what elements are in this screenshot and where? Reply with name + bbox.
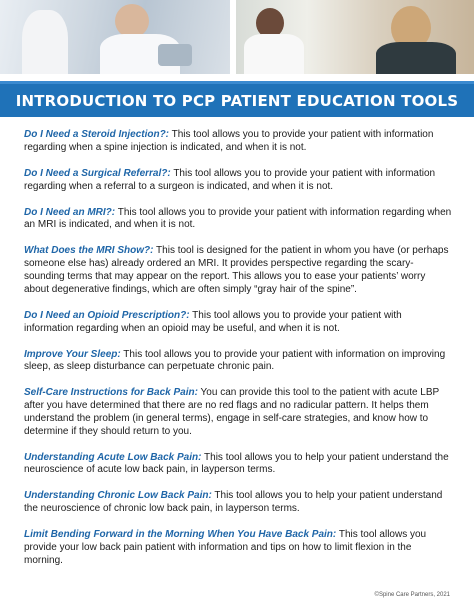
photo-figure	[22, 10, 68, 74]
header-photos	[0, 0, 474, 74]
tool-item	[24, 168, 452, 194]
page-title: INTRODUCTION TO PCP PATIENT EDUCATION TOOLS	[15, 91, 459, 110]
tool-description: This tool allows you to provide your patient with information regarding when an MRI is indicated, and when it is not.	[24, 206, 452, 231]
tool-name: Improve Your Sleep:	[24, 348, 121, 360]
photo-figure	[244, 34, 304, 74]
tool-item	[24, 245, 452, 296]
tool-description: This tool allows you to provide your patient with information regarding when a spine injection is indicated, and when it is not.	[24, 129, 434, 153]
tool-item	[24, 207, 452, 233]
doctor-tablet-photo	[0, 0, 230, 74]
tool-item	[24, 310, 452, 336]
tool-description: This tool allows you provide your low back pain patient with information and tips on how to limit flexion in the morning.	[24, 529, 427, 566]
tool-name: Limit Bending Forward in the Morning When You Have Back Pain:	[24, 529, 337, 541]
tool-description: This tool allows you to provide your patient with information regarding when a referral to a surgeon is indicated, and when it is not.	[24, 167, 436, 192]
tool-description: This tool allows you to provide your patient with information regarding when an opioid may be useful, and when it is not.	[24, 309, 402, 334]
photo-figure	[115, 4, 149, 38]
tool-description: This tool allows you to help your patient understand the neuroscience of chronic low back pain, in layperson terms.	[24, 490, 443, 515]
copyright-footer: ©Spine Care Partners, 2021	[374, 592, 450, 598]
tool-item	[24, 529, 452, 567]
tool-name: What Does the MRI Show?:	[24, 245, 154, 257]
tool-name: Do I Need an MRI?:	[24, 206, 116, 218]
tool-description: This tool allows you to provide your patient with information on improving sleep, as sleep disturbance can perpetuate chronic pain.	[24, 348, 446, 373]
tool-item	[24, 490, 452, 516]
photo-tablet	[158, 44, 192, 66]
tool-description: This tool is designed for the patient in whom you have (or perhaps someone else has) already ordered an MRI. It provides perspective regarding the scary-sounding terms that may appear on the report. This allows you to ease your patients’ worry about degenerative findings, which are often simply “gray hair of the spine”.	[24, 245, 449, 295]
tool-item	[24, 129, 452, 155]
photo-figure	[376, 42, 456, 74]
tool-item	[24, 387, 452, 438]
tool-list	[24, 129, 452, 581]
tool-name: Self-Care Instructions for Back Pain:	[24, 387, 198, 399]
tool-name: Understanding Acute Low Back Pain:	[24, 451, 202, 463]
tool-name: Understanding Chronic Low Back Pain:	[24, 490, 212, 502]
tool-name: Do I Need a Steroid Injection?:	[24, 129, 170, 140]
title-banner	[0, 81, 474, 117]
tool-description: You can provide this tool to the patient with acute LBP after you have determined that there are no red flags and no radicular pattern. It helps them understand the problem (in general terms), engage in self-care strategies, and know how to determine if they should return to you.	[24, 387, 440, 437]
tool-name: Do I Need a Surgical Referral?:	[24, 167, 171, 179]
doctor-patient-photo	[236, 0, 474, 74]
tool-item	[24, 349, 452, 375]
tool-description: This tool allows you to help your patient understand the neuroscience of acute low back pain, in layperson terms.	[24, 451, 449, 476]
tool-name: Do I Need an Opioid Prescription?:	[24, 309, 190, 321]
tool-item	[24, 452, 452, 478]
